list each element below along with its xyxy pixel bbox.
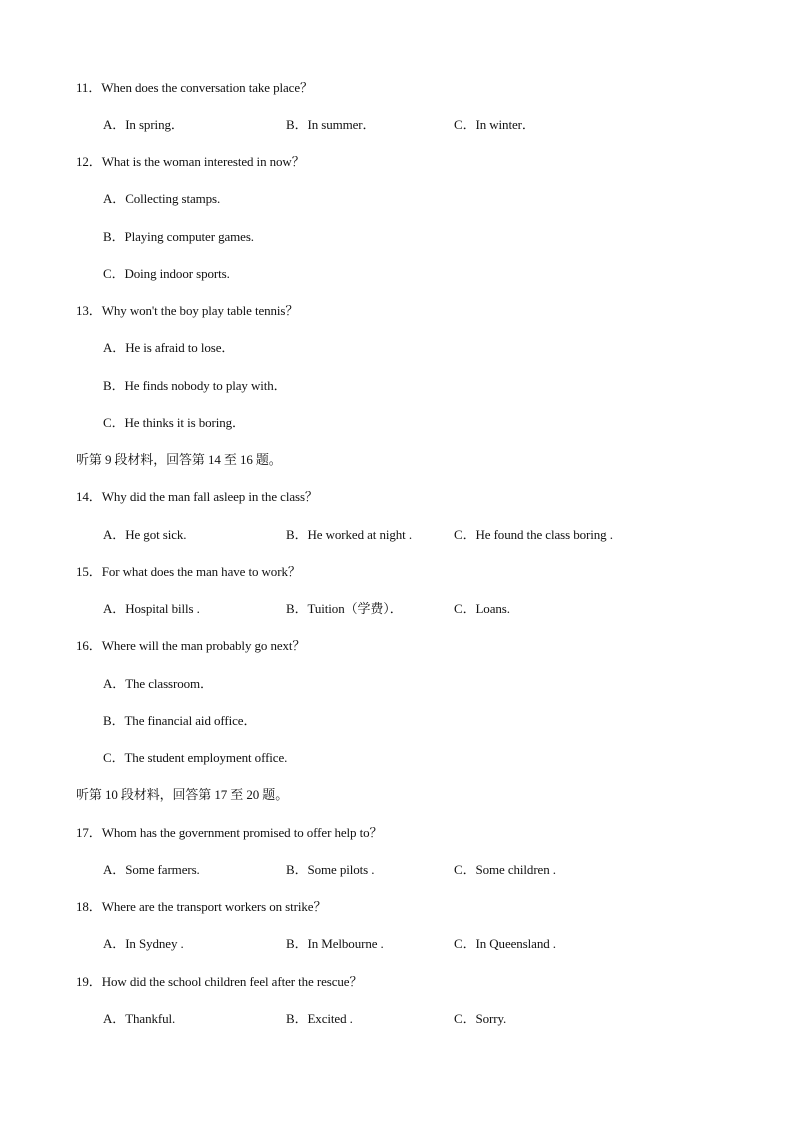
question-13-option-c: C．He thinks it is boring．: [103, 415, 245, 430]
question-18-option-a: A．In Sydney .: [103, 936, 184, 951]
question-14-option-b: B．He worked at night .: [286, 527, 412, 542]
question-15-option-b: B．Tuition（学费）．: [286, 601, 403, 616]
question-17-option-a: A．Some farmers.: [103, 862, 200, 877]
question-19-stem: 19．How did the school children feel after the rescue？: [76, 974, 363, 989]
question-17-option-b: B．Some pilots .: [286, 862, 375, 877]
question-11-stem: 11．When does the conversation take place？: [76, 80, 313, 95]
question-15-option-a: A．Hospital bills .: [103, 601, 200, 616]
question-12-option-a: A．Collecting stamps.: [103, 191, 221, 206]
section-10-heading: 听第 10 段材料，回答第 17 至 20 题。: [76, 787, 289, 802]
question-16-option-b: B．The financial aid office．: [103, 713, 257, 728]
question-19-option-b: B．Excited .: [286, 1011, 353, 1026]
question-15-option-c: C．Loans.: [454, 601, 510, 616]
question-11-option-c: C．In winter．: [454, 117, 535, 132]
question-16-option-a: A．The classroom．: [103, 676, 213, 691]
question-12-stem: 12．What is the woman interested in now？: [76, 154, 305, 169]
question-13-option-b: B．He finds nobody to play with．: [103, 378, 287, 393]
question-19-option-a: A．Thankful.: [103, 1011, 176, 1026]
question-13-stem: 13．Why won't the boy play table tennis？: [76, 303, 299, 318]
question-13-option-a: A．He is afraid to lose．: [103, 340, 235, 355]
question-15-stem: 15．For what does the man have to work？: [76, 564, 301, 579]
question-11-option-a: A．In spring．: [103, 117, 184, 132]
question-16-option-c: C．The student employment office.: [103, 750, 288, 765]
question-11-option-b: B．In summer．: [286, 117, 376, 132]
question-18-stem: 18．Where are the transport workers on strike？: [76, 899, 327, 914]
question-12-option-c: C．Doing indoor sports.: [103, 266, 230, 281]
question-17-stem: 17．Whom has the government promised to offer help to？: [76, 825, 383, 840]
question-18-option-c: C．In Queensland .: [454, 936, 556, 951]
question-19-option-c: C．Sorry.: [454, 1011, 507, 1026]
section-9-heading: 听第 9 段材料，回答第 14 至 16 题。: [76, 452, 282, 467]
question-16-stem: 16．Where will the man probably go next？: [76, 638, 306, 653]
question-14-option-c: C．He found the class boring .: [454, 527, 613, 542]
question-14-option-a: A．He got sick.: [103, 527, 187, 542]
question-18-option-b: B．In Melbourne .: [286, 936, 384, 951]
question-17-option-c: C．Some children .: [454, 862, 556, 877]
question-12-option-b: B．Playing computer games.: [103, 229, 254, 244]
question-14-stem: 14．Why did the man fall asleep in the class？: [76, 489, 318, 504]
